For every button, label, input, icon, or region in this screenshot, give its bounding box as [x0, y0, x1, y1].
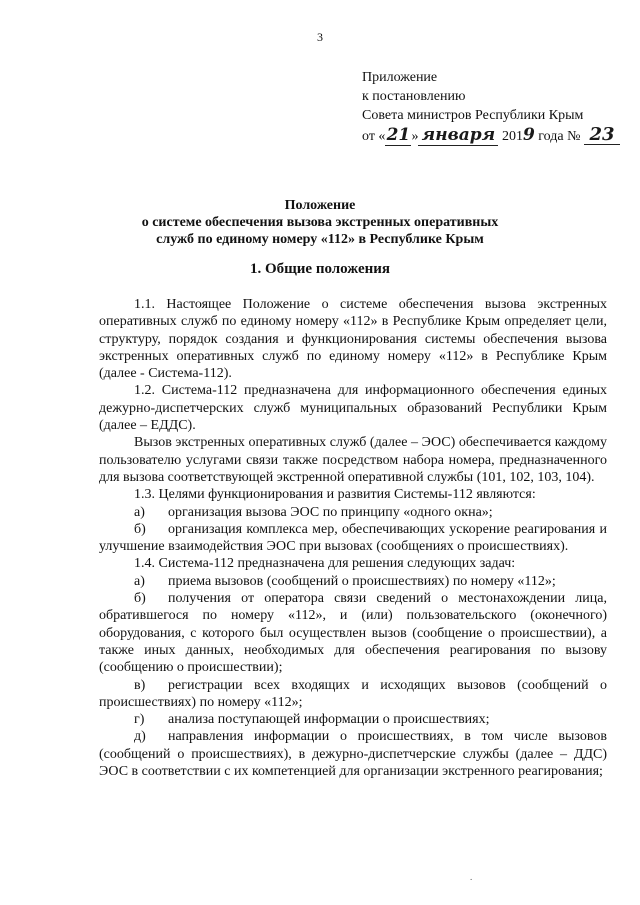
- paragraph: 1.4. Система-112 предназначена для решения следующих задач:: [134, 556, 516, 572]
- title-line-2: о системе обеспечения вызова экстренных оперативных: [141, 215, 499, 230]
- paragraph: 1.3. Целями функционирования и развития Системы-112 являются:: [134, 487, 536, 503]
- list-item-text: анализа поступающей информации о происшествиях;: [168, 712, 490, 728]
- year-prefix: 201: [498, 129, 523, 144]
- year-suffix: года №: [534, 129, 584, 144]
- list-item-text: получения от оператора связи сведений о местонахождении лица, обратившегося по номеру «112», и (или) пользовательского (оконечного) оборудования, с которого был осуществлен вызов (сообщение о происшествии), а также иных данных, необходимых для обеспечения реагирования по вызову (сообщению о происшествии);: [99, 591, 607, 676]
- list-item-label: б): [134, 521, 146, 537]
- appendix-line-2: к постановлению: [362, 89, 466, 104]
- list-item-text: организация вызова ЭОС по принципу «одного окна»;: [168, 504, 493, 520]
- scan-mark: .: [470, 872, 473, 882]
- title-line-1: Положение: [284, 198, 356, 213]
- section-heading: 1. Общие положения: [249, 261, 391, 277]
- list-item-label: б): [134, 591, 146, 607]
- title-line-3: служб по единому номеру «112» в Республике Крым: [156, 232, 484, 247]
- handwritten-number: 23: [584, 125, 620, 145]
- list-item: [99, 728, 607, 780]
- handwritten-day: 21: [386, 125, 411, 145]
- list-item-label: г): [134, 712, 145, 728]
- paragraph: 1.1. Настоящее Положение о системе обеспечения вызова экстренных оперативных служб по единому номеру «112» в Республике Крым определяет цели, структуру, порядок создания и функционирования системы обеспечения вызова экстренных оперативных служб по единому номеру «112» в Республике Крым (далее - Система-112).: [99, 297, 607, 382]
- list-item-label: а): [134, 573, 145, 589]
- appendix-date-line: [362, 125, 620, 146]
- appendix-line-3: Совета министров Республики Крым: [362, 108, 584, 123]
- list-item-text: направления информации о происшествиях, в том числе вызовов (сообщений о происшествиях), в дежурно-диспетчерские службы (далее – ДДС) ЭОС в соответствии с их компетенцией для организации экстренного реагирования;: [99, 729, 607, 780]
- document-title: [0, 197, 640, 248]
- page-number: 3: [317, 30, 323, 44]
- list-item-text: приема вызовов (сообщений о происшествиях) по номеру «112»;: [168, 573, 556, 589]
- handwritten-month: января: [418, 126, 498, 146]
- appendix-header: [362, 68, 620, 146]
- appendix-line-1: Приложение: [362, 70, 438, 85]
- date-quote: »: [411, 129, 419, 144]
- date-prefix: от «: [362, 129, 386, 144]
- list-item-text: организация комплекса мер, обеспечивающих ускорение реагирования и улучшение взаимодействия ЭОС при вызовах (сообщениях о происшествиях).: [99, 521, 607, 555]
- list-item: [99, 590, 607, 676]
- list-item-label: а): [134, 504, 145, 520]
- list-item: [99, 521, 607, 556]
- document-body: [99, 296, 607, 780]
- list-item: [99, 711, 607, 728]
- list-item-label: в): [134, 677, 146, 693]
- list-item: [99, 504, 607, 521]
- list-item: [99, 677, 607, 712]
- list-item-label: д): [134, 729, 146, 745]
- paragraph: Вызов экстренных оперативных служб (далее – ЭОС) обеспечивается каждому пользователю услугами связи также посредством набора номера, предназначенного для вызова соответствующей экстренной оперативной службы (101, 102, 103, 104).: [99, 435, 607, 485]
- handwritten-year-digit: 9: [522, 125, 535, 145]
- list-item-text: регистрации всех входящих и исходящих вызовов (сообщений о происшествиях) по номеру «112»;: [99, 677, 607, 710]
- list-item: [99, 573, 607, 590]
- paragraph: 1.2. Система-112 предназначена для информационного обеспечения единых дежурно-диспетчерских служб муниципальных образований Республики Крым (далее – ЕДДС).: [99, 383, 607, 434]
